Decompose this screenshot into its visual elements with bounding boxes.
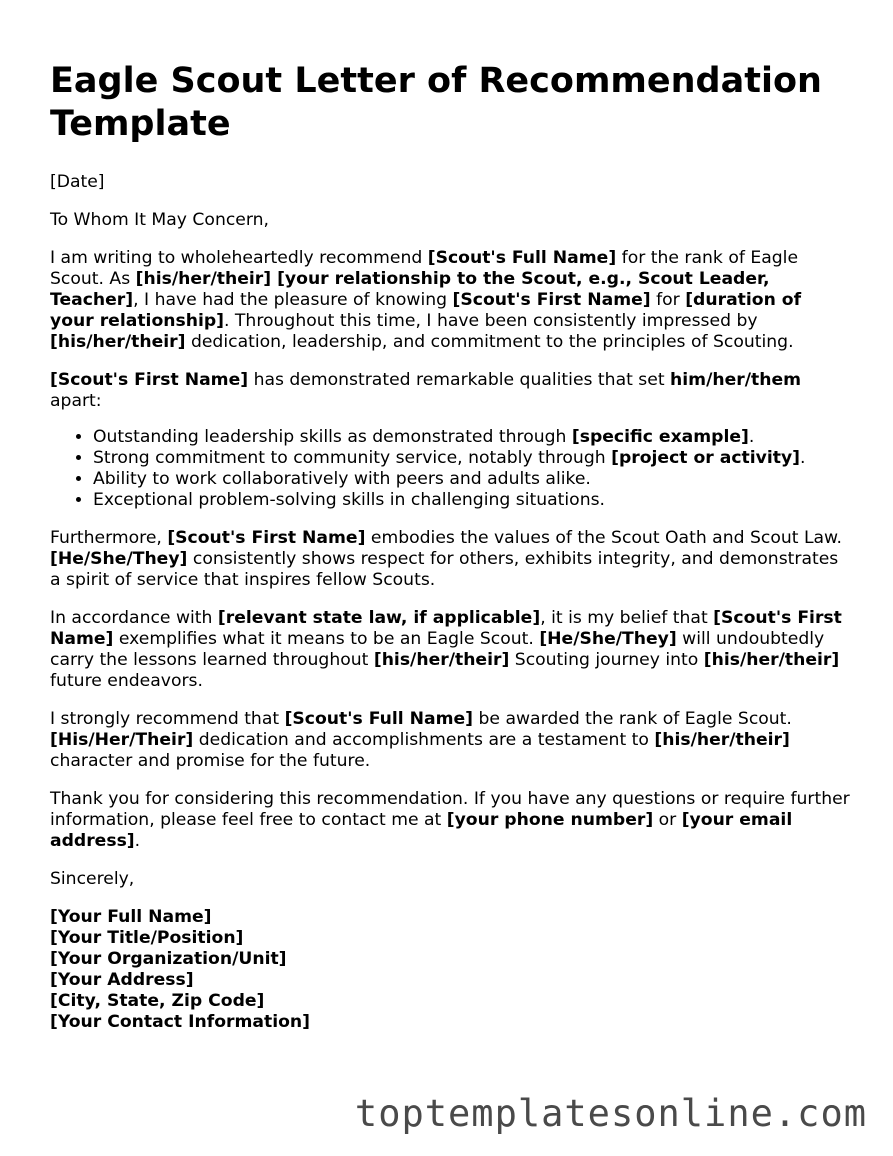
date-line: [Date]: [50, 172, 105, 192]
signature-title: [Your Title/Position]: [50, 928, 244, 948]
list-item: • Exceptional problem-solving skills in challenging situations.: [93, 490, 850, 511]
list-item: • Ability to work collaboratively with peers and adults alike.: [93, 469, 850, 490]
signature-name: [Your Full Name]: [50, 907, 212, 927]
letter-document: [50, 60, 850, 1033]
qualities-list: [50, 427, 850, 511]
qualities-paragraph: [Scout's First Name] has demonstrated remarkable qualities that set him/her/them apart:: [50, 370, 802, 411]
belief-paragraph: In accordance with [relevant state law, if applicable], it is my belief that [Scout's First Name] exemplifies what it means to be an Eagle Scout. [He/She/They] will undoubtedly carry the lessons learned throughout [his/her/their] Scouting journey into [his/her/their] future endeavors.: [50, 608, 842, 691]
signature-city: [City, State, Zip Code]: [50, 991, 265, 1011]
signature-address: [Your Address]: [50, 970, 194, 990]
page-title: Eagle Scout Letter of Recommendation Template: [50, 61, 822, 144]
list-item: • Strong commitment to community service, notably through [project or activity].: [93, 448, 850, 469]
watermark: toptemplatesonline.com: [354, 1092, 867, 1135]
values-paragraph: Furthermore, [Scout's First Name] embodies the values of the Scout Oath and Scout Law. [He/She/They] consistently shows respect for others, exhibits integrity, and demonstrates a spirit of service that inspires fellow Scouts.: [50, 528, 843, 590]
closing: Sincerely,: [50, 869, 135, 889]
signature-organization: [Your Organization/Unit]: [50, 949, 287, 969]
signature-block: [50, 907, 850, 1033]
greeting: To Whom It May Concern,: [50, 210, 269, 230]
signature-contact: [Your Contact Information]: [50, 1012, 310, 1032]
thanks-paragraph: Thank you for considering this recommendation. If you have any questions or require further information, please feel free to contact me at [your phone number] or [your email address].: [50, 789, 850, 851]
recommendation-paragraph: I strongly recommend that [Scout's Full Name] be awarded the rank of Eagle Scout. [His/Her/Their] dedication and accomplishments are a testament to [his/her/their] character and promise for the future.: [50, 709, 792, 771]
list-item: • Outstanding leadership skills as demonstrated through [specific example].: [93, 427, 850, 448]
intro-paragraph: I am writing to wholeheartedly recommend [Scout's Full Name] for the rank of Eagle Scout. As [his/her/their] [your relationship to the Scout, e.g., Scout Leader, Teacher], I have had the pleasure of knowing [Scout's First Name] for [duration of your relationship]. Throughout this time, I have been consistently impressed by [his/her/their] dedication, leadership, and commitment to the principles of Scouting.: [50, 248, 802, 352]
